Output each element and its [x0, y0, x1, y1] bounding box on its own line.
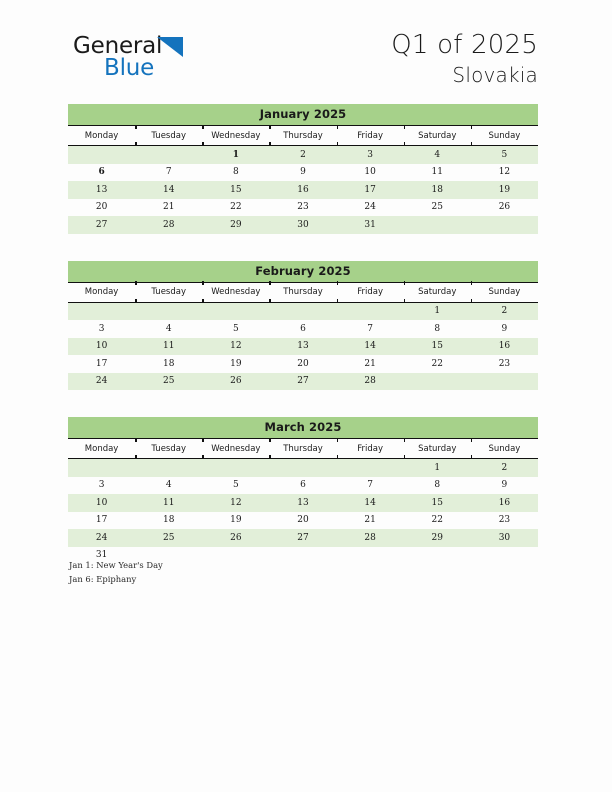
holiday-legend [69, 559, 163, 586]
week-row [68, 459, 538, 477]
day-cell[interactable]: 16 [471, 338, 538, 356]
general-blue-logo [73, 33, 263, 85]
empty-day-cell [135, 302, 202, 320]
empty-day-cell [471, 547, 538, 565]
day-cell[interactable]: 17 [337, 181, 404, 199]
legend-item: Jan 6: Epiphany [69, 573, 137, 584]
day-cell[interactable]: 7 [337, 320, 404, 338]
month-block [68, 261, 538, 391]
weekday-header-monday: Monday [68, 282, 135, 302]
day-cell[interactable]: 13 [269, 494, 336, 512]
day-cell[interactable]: 22 [404, 355, 471, 373]
weekday-header-row [68, 439, 538, 459]
page-subtitle: Slovakia [452, 63, 538, 87]
day-cell[interactable]: 30 [269, 216, 336, 234]
empty-day-cell [202, 302, 269, 320]
day-cell[interactable]: 1 [404, 302, 471, 320]
weekday-header-wednesday: Wednesday [202, 439, 269, 459]
weekday-header-tuesday: Tuesday [135, 439, 202, 459]
day-cell[interactable]: 25 [135, 529, 202, 547]
empty-day-cell [337, 459, 404, 477]
weekday-header-tuesday: Tuesday [135, 282, 202, 302]
day-cell[interactable]: 14 [337, 494, 404, 512]
day-cell[interactable]: 15 [404, 494, 471, 512]
day-cell[interactable]: 26 [202, 373, 269, 391]
empty-day-cell [404, 216, 471, 234]
empty-day-cell [269, 459, 336, 477]
weekday-header-saturday: Saturday [404, 126, 471, 146]
day-cell[interactable]: 30 [471, 529, 538, 547]
empty-day-cell [68, 459, 135, 477]
day-cell[interactable]: 3 [68, 320, 135, 338]
day-cell[interactable]: 28 [337, 373, 404, 391]
legend-item: Jan 1: New Year's Day [69, 560, 163, 570]
day-cell[interactable]: 13 [68, 181, 135, 199]
day-cell[interactable]: 23 [471, 512, 538, 530]
empty-day-cell [68, 146, 135, 164]
day-cell[interactable]: 26 [471, 199, 538, 217]
day-cell[interactable]: 22 [202, 199, 269, 217]
week-row [68, 302, 538, 320]
day-cell[interactable]: 20 [269, 355, 336, 373]
weekday-header-friday: Friday [337, 126, 404, 146]
day-cell[interactable]: 21 [135, 199, 202, 217]
day-cell[interactable]: 13 [269, 338, 336, 356]
empty-day-cell [471, 373, 538, 391]
day-cell[interactable]: 28 [135, 216, 202, 234]
empty-day-cell [269, 302, 336, 320]
day-cell[interactable]: 12 [471, 164, 538, 182]
week-row [68, 529, 538, 547]
week-row [68, 181, 538, 199]
month-table [68, 438, 538, 564]
day-cell[interactable]: 4 [404, 146, 471, 164]
triangle-icon [157, 37, 183, 57]
empty-day-cell [269, 547, 336, 565]
weekday-header-monday: Monday [68, 126, 135, 146]
day-cell[interactable]: 21 [337, 512, 404, 530]
day-cell[interactable]: 27 [269, 529, 336, 547]
day-cell[interactable]: 27 [68, 216, 135, 234]
day-cell[interactable]: 23 [269, 199, 336, 217]
day-cell[interactable]: 5 [202, 477, 269, 495]
day-cell[interactable]: 7 [337, 477, 404, 495]
empty-day-cell [202, 547, 269, 565]
day-cell[interactable]: 11 [135, 338, 202, 356]
week-row [68, 477, 538, 495]
weekday-header-saturday: Saturday [404, 439, 471, 459]
empty-day-cell [471, 216, 538, 234]
week-row [68, 494, 538, 512]
day-cell[interactable]: 5 [202, 320, 269, 338]
week-row [68, 373, 538, 391]
month-block [68, 104, 538, 234]
day-cell[interactable]: 19 [471, 181, 538, 199]
day-cell[interactable]: 20 [269, 512, 336, 530]
day-cell[interactable]: 25 [135, 373, 202, 391]
day-cell[interactable]: 10 [68, 338, 135, 356]
empty-day-cell [337, 302, 404, 320]
day-cell[interactable]: 14 [337, 338, 404, 356]
weekday-header-tuesday: Tuesday [135, 126, 202, 146]
day-cell[interactable]: 24 [68, 373, 135, 391]
weekday-header-wednesday: Wednesday [202, 282, 269, 302]
day-cell[interactable]: 14 [135, 181, 202, 199]
month-title: March 2025 [68, 417, 538, 438]
day-cell[interactable]: 1 [202, 146, 269, 164]
empty-day-cell [202, 459, 269, 477]
week-row [68, 164, 538, 182]
empty-day-cell [68, 302, 135, 320]
day-cell[interactable]: 28 [337, 529, 404, 547]
day-cell[interactable]: 9 [269, 164, 336, 182]
day-cell[interactable]: 26 [202, 529, 269, 547]
day-cell[interactable]: 5 [471, 146, 538, 164]
week-row [68, 320, 538, 338]
day-cell[interactable]: 19 [202, 512, 269, 530]
week-row [68, 355, 538, 373]
day-cell[interactable]: 3 [68, 477, 135, 495]
day-cell[interactable]: 8 [202, 164, 269, 182]
month-title: January 2025 [68, 104, 538, 125]
day-cell[interactable]: 23 [471, 355, 538, 373]
empty-day-cell [404, 547, 471, 565]
day-cell[interactable]: 15 [202, 181, 269, 199]
day-cell[interactable]: 29 [404, 529, 471, 547]
weekday-header-saturday: Saturday [404, 282, 471, 302]
month-block [68, 417, 538, 564]
day-cell[interactable]: 31 [337, 216, 404, 234]
page-title: Q1 of 2025 [391, 30, 538, 60]
day-cell[interactable]: 2 [269, 146, 336, 164]
day-cell[interactable]: 29 [202, 216, 269, 234]
week-row [68, 512, 538, 530]
weekday-header-row [68, 282, 538, 302]
day-cell[interactable]: 16 [471, 494, 538, 512]
weekday-header-monday: Monday [68, 439, 135, 459]
day-cell[interactable]: 19 [202, 355, 269, 373]
logo-text-general: General [73, 33, 163, 59]
logo-text-blue: Blue [104, 55, 155, 81]
weekday-header-thursday: Thursday [269, 126, 336, 146]
day-cell[interactable]: 6 [269, 320, 336, 338]
weekday-header-friday: Friday [337, 282, 404, 302]
day-cell[interactable]: 7 [135, 164, 202, 182]
month-table [68, 282, 538, 391]
calendar-months [68, 104, 538, 591]
weekday-header-sunday: Sunday [471, 439, 538, 459]
week-row [68, 146, 538, 164]
day-cell[interactable]: 15 [404, 338, 471, 356]
day-cell[interactable]: 8 [404, 477, 471, 495]
title-block [391, 30, 538, 88]
day-cell[interactable]: 2 [471, 302, 538, 320]
day-cell[interactable]: 21 [337, 355, 404, 373]
weekday-header-thursday: Thursday [269, 439, 336, 459]
day-cell[interactable]: 4 [135, 320, 202, 338]
day-cell[interactable]: 10 [68, 494, 135, 512]
weekday-header-wednesday: Wednesday [202, 126, 269, 146]
month-table [68, 125, 538, 234]
week-row [68, 216, 538, 234]
day-cell[interactable]: 11 [135, 494, 202, 512]
day-cell[interactable]: 18 [135, 512, 202, 530]
day-cell[interactable]: 10 [337, 164, 404, 182]
weekday-header-sunday: Sunday [471, 126, 538, 146]
day-cell[interactable]: 24 [68, 529, 135, 547]
day-cell[interactable]: 9 [471, 477, 538, 495]
weekday-header-sunday: Sunday [471, 282, 538, 302]
day-cell[interactable]: 17 [68, 512, 135, 530]
day-cell[interactable]: 3 [337, 146, 404, 164]
day-cell[interactable]: 12 [202, 338, 269, 356]
empty-day-cell [404, 373, 471, 391]
day-cell[interactable]: 27 [269, 373, 336, 391]
month-title: February 2025 [68, 261, 538, 282]
day-cell[interactable]: 6 [68, 164, 135, 182]
empty-day-cell [135, 146, 202, 164]
day-cell[interactable]: 1 [404, 459, 471, 477]
day-cell[interactable]: 18 [404, 181, 471, 199]
week-row [68, 338, 538, 356]
empty-day-cell [135, 459, 202, 477]
day-cell[interactable]: 9 [471, 320, 538, 338]
day-cell[interactable]: 31 [68, 547, 135, 565]
day-cell[interactable]: 16 [269, 181, 336, 199]
empty-day-cell [337, 547, 404, 565]
weekday-header-friday: Friday [337, 439, 404, 459]
day-cell[interactable]: 2 [471, 459, 538, 477]
day-cell[interactable]: 18 [135, 355, 202, 373]
day-cell[interactable]: 17 [68, 355, 135, 373]
weekday-header-row [68, 126, 538, 146]
weekday-header-thursday: Thursday [269, 282, 336, 302]
page-header [0, 0, 612, 100]
day-cell[interactable]: 6 [269, 477, 336, 495]
day-cell[interactable]: 24 [337, 199, 404, 217]
day-cell[interactable]: 12 [202, 494, 269, 512]
day-cell[interactable]: 22 [404, 512, 471, 530]
day-cell[interactable]: 20 [68, 199, 135, 217]
day-cell[interactable]: 11 [404, 164, 471, 182]
day-cell[interactable]: 25 [404, 199, 471, 217]
day-cell[interactable]: 8 [404, 320, 471, 338]
week-row [68, 199, 538, 217]
day-cell[interactable]: 4 [135, 477, 202, 495]
